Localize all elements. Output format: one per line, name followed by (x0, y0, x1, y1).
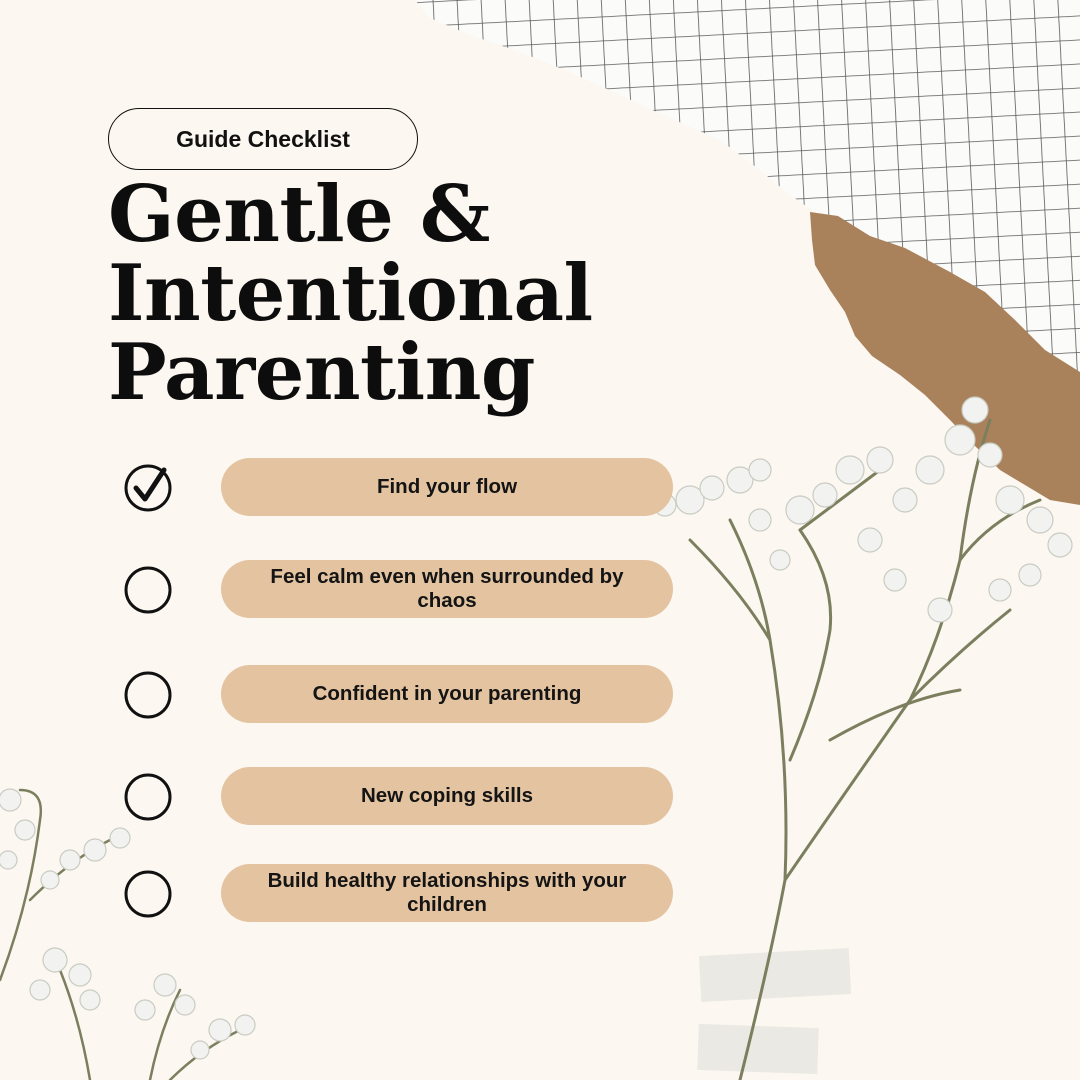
page-title (108, 169, 593, 418)
title-line-1: Gentle & (108, 169, 490, 260)
guide-checklist-badge: Guide Checklist (108, 108, 418, 170)
checklist-item[interactable] (0, 665, 700, 725)
checklist-item-label: Find your flow (221, 458, 673, 516)
checklist-item[interactable] (0, 560, 700, 620)
checked-circle-icon[interactable] (124, 464, 172, 512)
tape-decoration (697, 1024, 819, 1074)
title-line-3: Parenting (108, 327, 535, 418)
unchecked-circle-icon[interactable] (124, 870, 172, 918)
unchecked-circle-icon[interactable] (124, 671, 172, 719)
unchecked-circle-icon[interactable] (124, 773, 172, 821)
unchecked-circle-icon[interactable] (124, 566, 172, 614)
checklist-item-label: Build healthy relationships with your children (221, 864, 673, 922)
tape-decoration (699, 948, 851, 1002)
checklist-item-label: New coping skills (221, 767, 673, 825)
checklist-item-label: Feel calm even when surrounded by chaos (221, 560, 673, 618)
checklist-item-label: Confident in your parenting (221, 665, 673, 723)
title-line-2: Intentional (108, 248, 593, 339)
checklist-item[interactable] (0, 458, 700, 518)
checklist-item[interactable] (0, 767, 700, 827)
checklist-item[interactable] (0, 864, 700, 924)
